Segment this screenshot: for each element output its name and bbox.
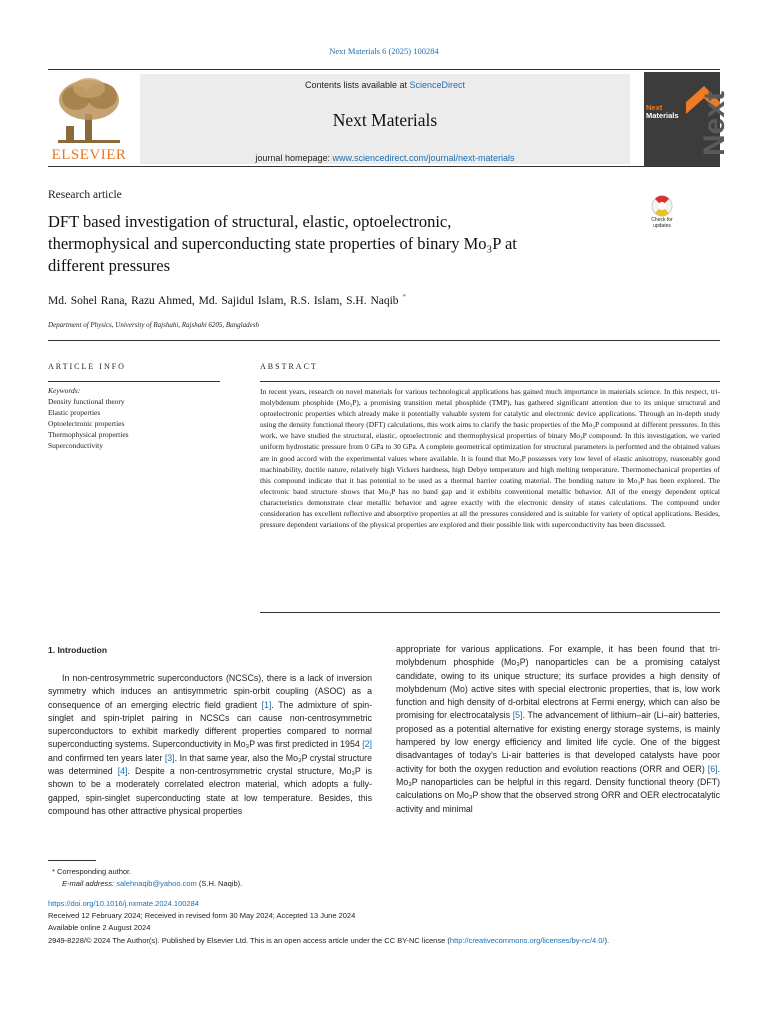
corresponding-author-mark[interactable]: * (402, 293, 406, 301)
citation-link[interactable]: [3] (164, 752, 175, 763)
keyword: Elastic properties (48, 408, 101, 417)
paragraph-text: and confirmed ten years later (48, 752, 165, 763)
abstract-heading: ABSTRACT (260, 362, 318, 371)
citation-link[interactable]: [2] (362, 739, 372, 750)
section-heading-introduction: 1. Introduction (48, 645, 108, 655)
article-info-heading: ARTICLE INFO (48, 362, 126, 371)
paragraph-text: . Mo₃P nanoparticles can be helpful in this regard. Density functional theory (DFT) calculations on Mo₃P show that the observed strong ORR and OER electrocatalytic activity and minimal (396, 763, 720, 814)
journal-banner (140, 74, 630, 164)
paragraph-text: In non-centrosymmetric superconductors (NCSCs), there is a lack of inversion symmetry which induces an antisymmetric spin-orbit coupling (ASOC) as a consequence of an emerging electric field gradient (48, 673, 372, 710)
footnote-divider (48, 860, 96, 861)
keyword: Density functional theory (48, 397, 125, 406)
article-title: DFT based investigation of structural, elastic, optoelectronic, thermophysical and superconducting state properties of binary Mo₃P at different pressures (48, 212, 517, 275)
contents-line: Contents lists available at ScienceDirect (304, 80, 466, 90)
divider (260, 612, 720, 613)
journal-homepage: journal homepage: www.sciencedirect.com/journal/next-materials (255, 153, 515, 163)
article-type: Research article (48, 189, 122, 201)
online-date: Available online 2 August 2024 (48, 923, 151, 932)
intro-paragraph-left (48, 672, 372, 818)
keyword: Optoelectronic properties (48, 419, 125, 428)
paragraph-text: . In that same year, also the Mo₃P crystal structure was determined (48, 752, 373, 777)
elsevier-wordmark: ELSEVIER (51, 147, 127, 163)
abstract-text: In recent years, research on novel materials for various technological applications has gained much importance in materials science. In this respect, tri-molybdenum phosphide (Mo₃P), a promising transition metal phosphide (TMP), has gathered significant attention due to its unique structural and optoelectronic properties which already make it potentially valuable system for catalytic and electronic device applications. Through an in-depth study using the density functional theory (DFT) calculations, this work aims to clarify the basic properties of the Mo₃P compound at different pressures. In this work, we have studied the structural, elastic, optoelectronic and thermophysical properties of binary Mo₃P compound. In this investigation, we varied uniform hydrostatic pressure from 0 GPa to 30 GPa. A complete geometrical optimization for structural parameters is performed and the obtained values are in good accord with the experimental values where available. It is found that Mo₃P possesses very low level of elastic anisotropy, reasonably good machinability, ductile nature, relatively high Vickers hardness, high Debye temperature and high melting temperature. Thermomechanical properties of this compound indicate that it has potential to be used as a thermal barrier coating material. The bonding nature in Mo₃P has been explored. The electronic band structure shows that Mo₃P has no band gap and it exhibits conventional metallic behavior. All of the energy dependent optical characteristics demonstrate clear metallic behavior and agree exactly with the electronic density of states calculations. The compound under consideration has excellent reflective and absorptive properties at all the pressures considered and is suitable for variety of optical applications. Besides, pressure dependent variations of the physical properties are explored and their possible link with superconductivity has been discussed. (260, 387, 720, 530)
citation-link[interactable]: [6] (707, 763, 718, 774)
license-statement: 2949-8228/© 2024 The Author(s). Published by Elsevier Ltd. This is an open access article under the CC BY-NC license (http://creativecommons.org/licenses/by-nc/4.0/). (48, 936, 610, 945)
paragraph-text: . The admixture of spin-singlet and spin-triplet pairing in NCSCs can cause non-centrosymmetric superconductors to exhibit markedly different properties compared to normal superconducting systems. Superconductivity in Mo₃P was first predicted in 1954 (48, 699, 373, 750)
keywords-label: Keywords: (48, 386, 81, 395)
divider (48, 381, 220, 382)
paragraph-text: . Despite a non-centrosymmetric crystal structure, Mo₃P is shown to be a moderately correlated electron material, which adopts a fully-gapped, spin-singlet superconducting state at low temperature. Besides, this compound has other attractive physical properties (48, 766, 373, 816)
divider (260, 381, 720, 382)
license-link[interactable]: http://creativecommons.org/licenses/by-nc/4.0/ (449, 936, 605, 945)
affiliation: Department of Physics, University of Rajshahi, Rajshahi 6205, Bangladesh (48, 321, 259, 329)
svg-text:Next: Next (698, 90, 731, 156)
sciencedirect-link[interactable]: ScienceDirect (409, 80, 466, 90)
divider (48, 340, 720, 341)
paragraph-text: . The advancement of lithium–air (Li–air) batteries, proposed as a potential alternative for existing energy storage systems, is mainly hampered by low energy efficiency and limited life cycle. One of the biggest disadvantages of today’s Li-air batteries is that developed catalysts have poor activity for both the oxygen reduction and evolution reactions (ORR and OER) (396, 710, 720, 774)
journal-cover-thumbnail[interactable] (644, 72, 731, 166)
check-for-updates-label[interactable]: Check for updates (651, 217, 673, 229)
corresponding-author-note: * Corresponding author. (52, 867, 132, 876)
homepage-link[interactable]: www.sciencedirect.com/journal/next-materials (332, 153, 515, 163)
elsevier-logo[interactable] (48, 74, 130, 166)
doi-link[interactable]: https://doi.org/10.1016/j.nxmate.2024.100284 (48, 899, 199, 908)
citation-link[interactable]: [1] (261, 699, 272, 710)
email-note: E-mail address: salehnaqib@yahoo.com (S.H. Naqib). (62, 879, 243, 888)
article-history: Received 12 February 2024; Received in revised form 30 May 2024; Accepted 13 June 2024 (48, 911, 356, 920)
keyword: Superconductivity (48, 441, 103, 450)
journal-reference[interactable]: Next Materials 6 (2025) 100284 (329, 46, 439, 56)
citation-link[interactable]: [4] (117, 766, 128, 777)
journal-name: Next Materials (332, 110, 438, 130)
cover-title: Next Materials (646, 103, 679, 120)
email-link[interactable]: salehnaqib@yahoo.com (116, 879, 197, 888)
author-list: Md. Sohel Rana, Razu Ahmed, Md. Sajidul Islam, R.S. Islam, S.H. Naqib * (48, 293, 406, 307)
masthead (48, 69, 731, 167)
elsevier-tree-icon (54, 76, 124, 146)
paragraph-text: appropriate for various applications. For example, it has been found that tri-molybdenum phosphide (Mo₃P) nanoparticles can be a promising catalyst candidate, owing to its unique structure; its surface provides a high density of molybdenum (Mo) active sites with special electronic properties, that is, low work function and high density of d-orbital electrons at Fermi energy, which can also be promising for electrocatalysis (396, 644, 720, 721)
keywords-block (48, 385, 129, 451)
intro-paragraph-right (396, 643, 720, 816)
citation-link[interactable]: [5] (512, 710, 523, 721)
keyword: Thermophysical properties (48, 430, 129, 439)
